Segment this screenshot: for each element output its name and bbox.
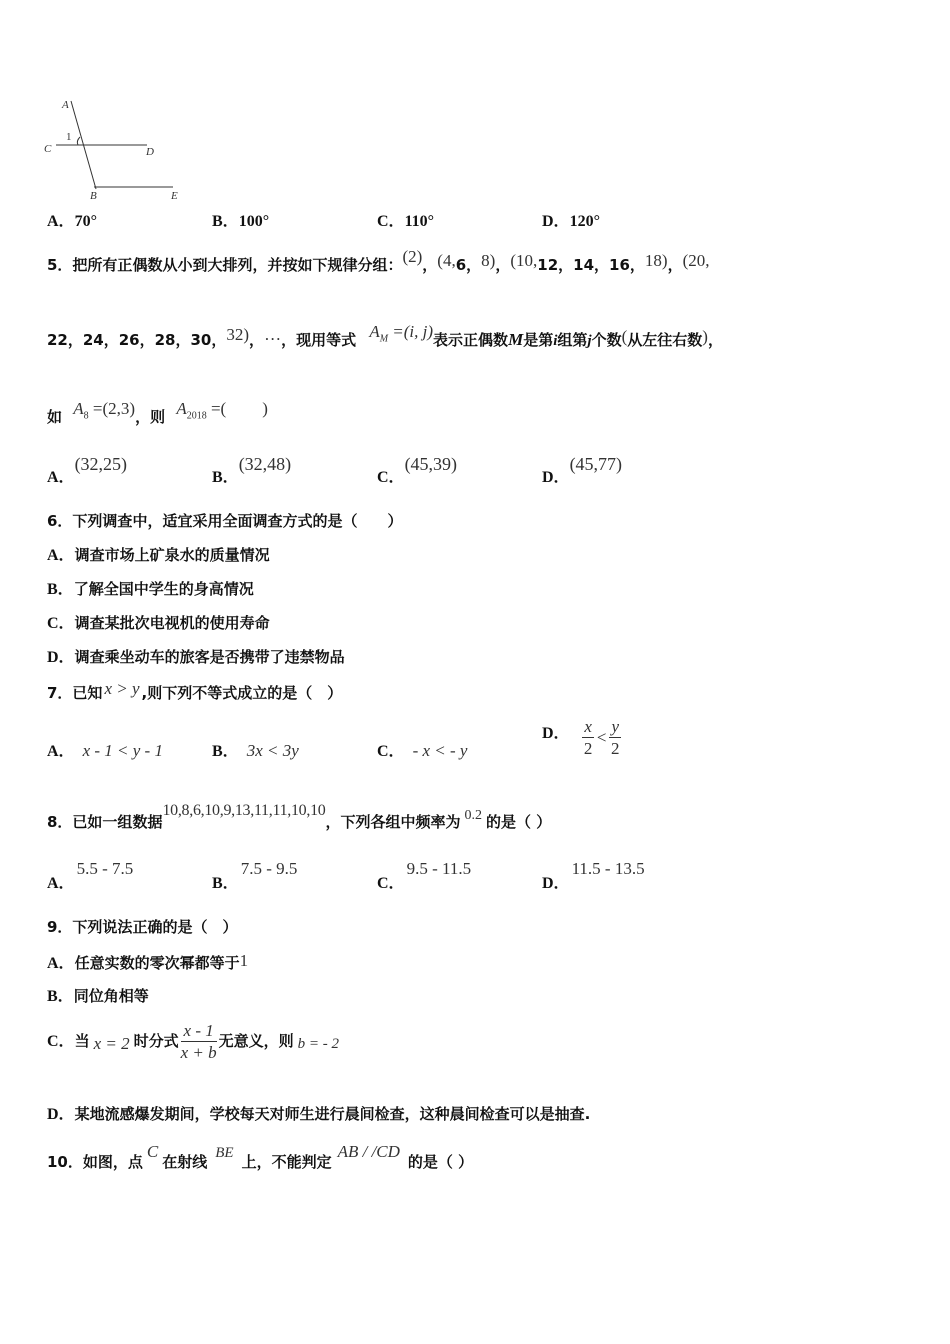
q9-option-b[interactable]: B．同位角相等	[47, 987, 149, 1005]
label-b: B	[90, 190, 97, 202]
geometry-figure	[40, 95, 190, 203]
q8-option-a[interactable]: A．5.5 - 7.5	[47, 859, 134, 892]
q6-option-c[interactable]: C．调查某批次电视机的使用寿命	[47, 614, 270, 632]
q9-option-c[interactable]: C． 当 x = 2 时分式 $\frac{x - 1}{x + b}$ 无意义，则 b = - 2	[47, 1021, 340, 1062]
q7-option-a[interactable]: A． x - 1 < y - 1	[47, 741, 163, 760]
q7-option-d[interactable]: D． $\frac{x}{2}$ < $\frac{y}{2}$	[542, 717, 620, 758]
q7-option-b[interactable]: B． 3x < 3y	[212, 741, 299, 760]
q7-stem: 7．已知 x > y ,则下列不等式成立的是（ ）	[47, 679, 343, 702]
q8-option-c[interactable]: C．9.5 - 11.5	[377, 859, 472, 892]
q5-option-c[interactable]: C．(45,39)	[377, 454, 458, 486]
q5-option-a[interactable]: A．(32,25)	[47, 454, 128, 486]
label-a: A	[62, 99, 69, 111]
label-e: E	[171, 190, 178, 202]
label-d: D	[146, 146, 154, 158]
q8-stem: 8．已如一组数据10,8,6,10,9,13,11,11,10,10，下列各组中频率为 0.2 的是（ ）	[47, 802, 552, 831]
q6-option-d[interactable]: D．调查乘坐动车的旅客是否携带了违禁物品	[47, 648, 345, 666]
q5-option-d[interactable]: D．(45,77)	[542, 454, 623, 486]
q4-option-c[interactable]: C．110°	[377, 213, 435, 230]
q7-option-c[interactable]: C． - x < - y	[377, 741, 468, 760]
q5-stem-line1: 5．把所有正偶数从小到大排列，并按如下规律分组：(2)，(4,6，8)，(10,12，14，16，18)，(20,	[47, 247, 710, 274]
angle-1-arc	[77, 137, 80, 145]
q9-stem: 9．下列说法正确的是（ ）	[47, 918, 238, 936]
label-1: 1	[66, 131, 72, 143]
label-c: C	[44, 143, 52, 155]
q10-stem: 10．如图，点C在射线 BE 上，不能判定AB / /CD的是（ ）	[47, 1142, 474, 1171]
q5-stem-line2: 22，24，26，28，30，32)，…，现用等式 $A_M =(i$, j)表示正偶数M是第i组第j个数(从左往右数)，	[47, 322, 723, 349]
q5-option-b[interactable]: B．(32,48)	[212, 454, 292, 486]
q9-option-d[interactable]: D．某地流感爆发期间，学校每天对师生进行晨间检查，这种晨间检查可以是抽查.	[47, 1105, 591, 1123]
q4-option-d[interactable]: D．120°	[542, 213, 600, 230]
q5-stem-line3: 如 $A_8 =(2,3)$，则 $A_{2018}$ =( )	[47, 399, 268, 426]
q9-option-a[interactable]: A．任意实数的零次幂都等于1	[47, 951, 249, 972]
q6-option-b[interactable]: B．了解全国中学生的身高情况	[47, 580, 254, 598]
q6-option-a[interactable]: A．调查市场上矿泉水的质量情况	[47, 546, 270, 564]
q6-stem: 6．下列调查中，适宜采用全面调查方式的是（ ）	[47, 512, 403, 530]
q4-option-a[interactable]: A．70°	[47, 213, 97, 230]
q8-option-b[interactable]: B．7.5 - 9.5	[212, 859, 298, 892]
q8-option-d[interactable]: D．11.5 - 13.5	[542, 859, 645, 892]
q4-option-b[interactable]: B．100°	[212, 213, 270, 230]
